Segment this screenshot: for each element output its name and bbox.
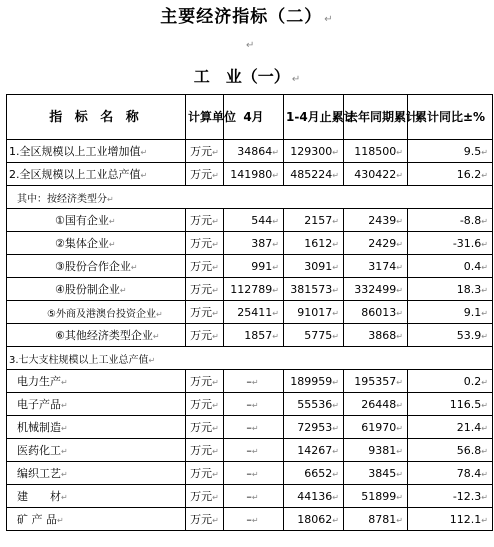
cell-end-mark: ↵ <box>152 332 160 341</box>
row-april: 141980↵ <box>224 163 284 186</box>
row-april: –↵ <box>224 370 284 393</box>
table-row <box>7 439 493 462</box>
cell-end-mark: ↵ <box>332 285 339 295</box>
cell-end-mark: ↵ <box>332 400 339 410</box>
row-growth: 112.1↵ <box>408 508 493 531</box>
row-growth: 16.2↵ <box>408 163 493 186</box>
table-row <box>7 140 493 163</box>
cell-end-mark: ↵ <box>481 377 488 387</box>
cell-end-mark: ↵ <box>481 515 488 525</box>
row-last-year: 3174↵ <box>344 255 408 278</box>
row-last-year: 2439↵ <box>344 209 408 232</box>
cell-end-mark: ↵ <box>396 216 403 226</box>
row-ytd: 72953↵ <box>284 416 344 439</box>
row-name: ④股份制企业↵ <box>7 278 186 301</box>
table-row <box>7 370 493 393</box>
row-last-year: 61970↵ <box>344 416 408 439</box>
cell-end-mark: ↵ <box>212 424 219 433</box>
cell-end-mark: ↵ <box>396 170 403 180</box>
cell-end-mark: ↵ <box>272 239 279 249</box>
row-name: 电子产品↵ <box>7 393 186 416</box>
cell-end-mark: ↵ <box>332 469 339 479</box>
row-last-year: 26448↵ <box>344 393 408 416</box>
cell-end-mark: ↵ <box>332 262 339 272</box>
row-name: 2.全区规模以上工业总产值↵ <box>7 163 186 186</box>
cell-end-mark: ↵ <box>481 147 488 157</box>
cell-end-mark: ↵ <box>108 217 116 226</box>
row-ytd: 18062↵ <box>284 508 344 531</box>
cell-end-mark: ↵ <box>396 331 403 341</box>
cell-end-mark: ↵ <box>251 469 259 479</box>
row-last-year: 332499↵ <box>344 278 408 301</box>
row-ytd: 3091↵ <box>284 255 344 278</box>
row-growth: 0.2↵ <box>408 370 493 393</box>
cell-end-mark: ↵ <box>332 515 339 525</box>
cell-end-mark: ↵ <box>332 446 339 456</box>
cell-end-mark: ↵ <box>212 217 219 226</box>
cell-end-mark: ↵ <box>155 309 163 319</box>
row-name: ②集体企业↵ <box>7 232 186 255</box>
cell-end-mark: ↵ <box>481 285 488 295</box>
row-april: 387↵ <box>224 232 284 255</box>
cell-end-mark: ↵ <box>212 286 219 295</box>
row-growth: 18.3↵ <box>408 278 493 301</box>
row-unit: 万元↵ <box>186 508 224 531</box>
cell-end-mark: ↵ <box>396 446 403 456</box>
cell-end-mark: ↵ <box>130 263 138 272</box>
cell-end-mark: ↵ <box>212 263 219 272</box>
row-unit: 万元↵ <box>186 485 224 508</box>
row-growth: 116.5↵ <box>408 393 493 416</box>
row-last-year: 118500↵ <box>344 140 408 163</box>
row-growth: 53.9↵ <box>408 324 493 347</box>
cell-end-mark: ↵ <box>396 308 403 318</box>
cell-end-mark: ↵ <box>212 148 219 157</box>
row-last-year: 2429↵ <box>344 232 408 255</box>
row-ytd: 381573↵ <box>284 278 344 301</box>
row-ytd: 485224↵ <box>284 163 344 186</box>
cell-end-mark: ↵ <box>481 308 488 318</box>
cell-end-mark: ↵ <box>140 148 148 157</box>
cell-end-mark: ↵ <box>396 469 403 479</box>
cell-end-mark: ↵ <box>481 262 488 272</box>
cell-end-mark: ↵ <box>212 240 219 249</box>
cell-end-mark: ↵ <box>481 239 488 249</box>
row-last-year: 430422↵ <box>344 163 408 186</box>
table-row <box>7 301 493 324</box>
row-unit: 万元↵ <box>186 370 224 393</box>
row-april: –↵ <box>224 439 284 462</box>
cell-end-mark: ↵ <box>481 216 488 226</box>
table-row <box>7 255 493 278</box>
cell-end-mark: ↵ <box>107 194 114 204</box>
header-last-year: 去年同期累计 <box>344 95 408 140</box>
cell-end-mark: ↵ <box>251 492 259 502</box>
cell-end-mark: ↵ <box>396 239 403 249</box>
header-april: 4月 <box>224 95 284 140</box>
row-ytd: 91017↵ <box>284 301 344 324</box>
cell-end-mark: ↵ <box>332 423 339 433</box>
row-unit: 万元↵ <box>186 462 224 485</box>
row-april: –↵ <box>224 393 284 416</box>
cell-end-mark: ↵ <box>332 331 339 341</box>
cell-end-mark: ↵ <box>396 515 403 525</box>
row-april: –↵ <box>224 462 284 485</box>
row-last-year: 8781↵ <box>344 508 408 531</box>
row-last-year: 195357↵ <box>344 370 408 393</box>
cell-end-mark: ↵ <box>396 492 403 502</box>
row-april: 25411↵ <box>224 301 284 324</box>
row-ytd: 1612↵ <box>284 232 344 255</box>
cell-end-mark: ↵ <box>481 446 488 456</box>
cell-end-mark: ↵ <box>396 285 403 295</box>
cell-end-mark: ↵ <box>481 492 488 502</box>
row-name: 建 材↵ <box>7 485 186 508</box>
cell-end-mark: ↵ <box>61 424 68 433</box>
cell-end-mark: ↵ <box>272 308 279 318</box>
industry-indicators-table <box>6 94 493 531</box>
row-april: 1857↵ <box>224 324 284 347</box>
table-row <box>7 416 493 439</box>
cell-end-mark: ↵ <box>251 400 259 410</box>
row-growth: 21.4↵ <box>408 416 493 439</box>
row-ytd: 6652↵ <box>284 462 344 485</box>
row-name: 1.全区规模以上工业增加值↵ <box>7 140 186 163</box>
cell-end-mark: ↵ <box>212 332 219 341</box>
row-ytd: 55536↵ <box>284 393 344 416</box>
cell-end-mark: ↵ <box>119 286 127 295</box>
cell-end-mark: ↵ <box>61 378 68 387</box>
cell-end-mark: ↵ <box>332 308 339 318</box>
table-header-row <box>7 95 493 140</box>
cell-end-mark: ↵ <box>272 147 279 157</box>
cell-end-mark: ↵ <box>251 377 259 387</box>
cell-end-mark: ↵ <box>108 240 116 249</box>
row-april: 34864↵ <box>224 140 284 163</box>
row-unit: 万元↵ <box>186 278 224 301</box>
row-april: 991↵ <box>224 255 284 278</box>
row-growth: 56.8↵ <box>408 439 493 462</box>
row-growth: -8.8↵ <box>408 209 493 232</box>
cell-end-mark: ↵ <box>212 401 219 410</box>
row-name: 机械制造↵ <box>7 416 186 439</box>
cell-end-mark: ↵ <box>332 216 339 226</box>
cell-end-mark: ↵ <box>272 285 279 295</box>
cell-end-mark: ↵ <box>481 400 488 410</box>
cell-end-mark: ↵ <box>251 446 259 456</box>
row-unit: 万元↵ <box>186 439 224 462</box>
row-section-label: 其中：按经济类型分↵ <box>7 186 493 209</box>
row-ytd: 14267↵ <box>284 439 344 462</box>
row-name: ⑥其他经济类型企业↵ <box>7 324 186 347</box>
cell-end-mark: ↵ <box>396 147 403 157</box>
row-growth: -12.3↵ <box>408 485 493 508</box>
cell-end-mark: ↵ <box>251 515 259 525</box>
table-row <box>7 186 493 209</box>
cell-end-mark: ↵ <box>481 170 488 180</box>
cell-end-mark: ↵ <box>332 492 339 502</box>
row-unit: 万元↵ <box>186 255 224 278</box>
row-april: –↵ <box>224 416 284 439</box>
row-name: 医药化工↵ <box>7 439 186 462</box>
row-unit: 万元↵ <box>186 301 224 324</box>
section-title: 工 业（一） ↵ <box>193 67 301 86</box>
row-last-year: 3845↵ <box>344 462 408 485</box>
row-unit: 万元↵ <box>186 324 224 347</box>
row-unit: 万元↵ <box>186 416 224 439</box>
cell-end-mark: ↵ <box>212 171 219 180</box>
cell-end-mark: ↵ <box>272 262 279 272</box>
table-row <box>7 163 493 186</box>
row-april: –↵ <box>224 485 284 508</box>
row-ytd: 2157↵ <box>284 209 344 232</box>
row-growth: 0.4↵ <box>408 255 493 278</box>
cell-end-mark: ↵ <box>272 216 279 226</box>
cell-end-mark: ↵ <box>212 470 219 479</box>
cell-end-mark: ↵ <box>332 170 339 180</box>
row-growth: -31.6↵ <box>408 232 493 255</box>
row-last-year: 86013↵ <box>344 301 408 324</box>
cell-end-mark: ↵ <box>396 262 403 272</box>
header-unit: 计算单位 <box>186 95 224 140</box>
row-growth: 9.5↵ <box>408 140 493 163</box>
row-last-year: 51899↵ <box>344 485 408 508</box>
table-row <box>7 324 493 347</box>
table-row <box>7 347 493 370</box>
table-row <box>7 393 493 416</box>
table-row <box>7 232 493 255</box>
row-unit: 万元↵ <box>186 393 224 416</box>
row-growth: 78.4↵ <box>408 462 493 485</box>
cell-end-mark: ↵ <box>396 377 403 387</box>
cell-end-mark: ↵ <box>332 147 339 157</box>
row-april: 112789↵ <box>224 278 284 301</box>
cell-end-mark: ↵ <box>61 447 68 456</box>
cell-end-mark: ↵ <box>272 170 279 180</box>
row-name: 电力生产↵ <box>7 370 186 393</box>
table-row <box>7 485 493 508</box>
table-row <box>7 278 493 301</box>
cell-end-mark: ↵ <box>212 516 219 525</box>
cell-end-mark: ↵ <box>251 423 259 433</box>
cell-end-mark: ↵ <box>140 171 148 180</box>
cell-end-mark: ↵ <box>481 423 488 433</box>
cell-end-mark: ↵ <box>61 493 68 502</box>
row-name: 编织工艺↵ <box>7 462 186 485</box>
cell-end-mark: ↵ <box>212 309 219 318</box>
cell-end-mark: ↵ <box>148 355 156 365</box>
cell-end-mark: ↵ <box>481 331 488 341</box>
page-title: 主要经济指标（二） ↵ <box>160 7 334 27</box>
row-april: –↵ <box>224 508 284 531</box>
row-ytd: 5775↵ <box>284 324 344 347</box>
table-row <box>7 462 493 485</box>
row-growth: 9.1↵ <box>408 301 493 324</box>
table-row <box>7 508 493 531</box>
cell-end-mark: ↵ <box>212 447 219 456</box>
row-last-year: 9381↵ <box>344 439 408 462</box>
cell-end-mark: ↵ <box>212 378 219 387</box>
cell-end-mark: ↵ <box>332 239 339 249</box>
row-ytd: 129300↵ <box>284 140 344 163</box>
row-unit: 万元↵ <box>186 140 224 163</box>
header-ytd: 1-4月止累计 <box>284 95 344 140</box>
row-section-label: 3.七大支柱规模以上工业总产值↵ <box>7 347 493 370</box>
cell-end-mark: ↵ <box>272 331 279 341</box>
row-name: ①国有企业↵ <box>7 209 186 232</box>
row-unit: 万元↵ <box>186 232 224 255</box>
cell-end-mark: ↵ <box>61 470 68 479</box>
cell-end-mark: ↵ <box>61 401 68 410</box>
header-name: 指 标 名 称 <box>7 95 186 140</box>
cell-end-mark: ↵ <box>332 377 339 387</box>
row-name: 矿 产 品↵ <box>7 508 186 531</box>
header-growth: 累计同比±% <box>408 95 493 140</box>
row-ytd: 44136↵ <box>284 485 344 508</box>
cell-end-mark: ↵ <box>57 516 64 525</box>
row-name: ⑤外商及港澳台投资企业↵ <box>7 301 186 324</box>
cell-end-mark: ↵ <box>396 423 403 433</box>
table-row <box>7 209 493 232</box>
row-unit: 万元↵ <box>186 163 224 186</box>
cell-end-mark: ↵ <box>396 400 403 410</box>
row-april: 544↵ <box>224 209 284 232</box>
row-unit: 万元↵ <box>186 209 224 232</box>
cell-end-mark: ↵ <box>212 493 219 502</box>
row-name: ③股份合作企业↵ <box>7 255 186 278</box>
cell-end-mark: ↵ <box>481 469 488 479</box>
paragraph-mark: ↵ <box>246 40 255 51</box>
row-ytd: 189959↵ <box>284 370 344 393</box>
row-last-year: 3868↵ <box>344 324 408 347</box>
